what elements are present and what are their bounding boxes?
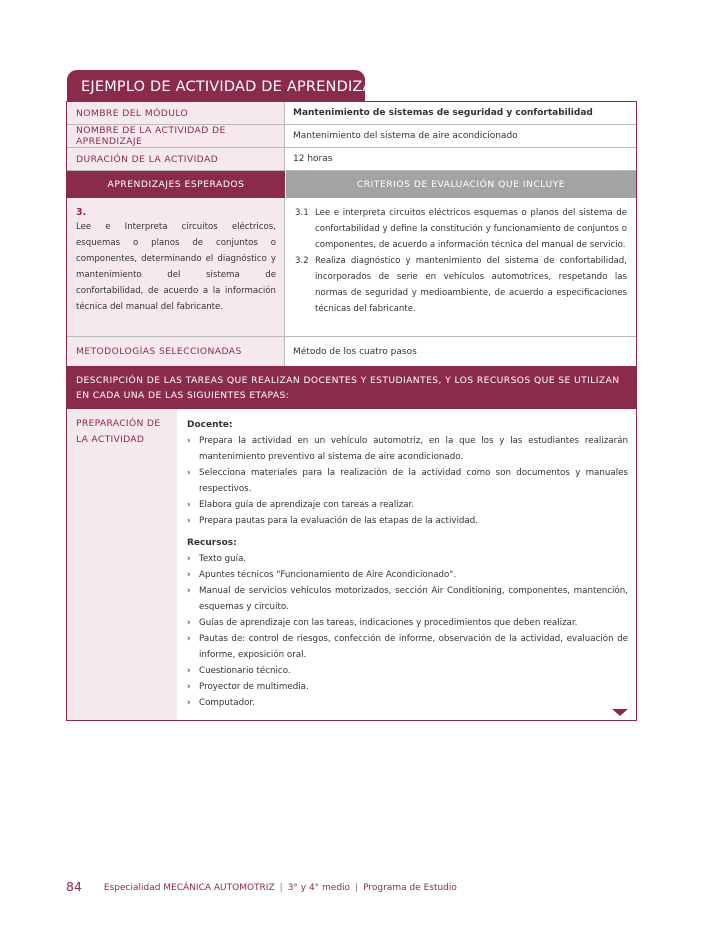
module-row [67,102,636,125]
criterion-number: 3.1 [295,208,309,218]
chevron-right-icon: › [187,500,191,510]
chevron-right-icon: › [187,618,191,628]
footer-program: Programa de Estudio [363,883,457,893]
duration-label: DURACIÓN DE LA ACTIVIDAD [67,148,285,170]
criterion-text: Lee e interpreta circuitos eléctricos esquemas o planos del sistema de confortabilidad y define la constitución y funcionamiento de conjuntos o componentes, de acuerdo a información técnica del manual de servicio. [315,208,627,250]
criterion-number: 3.2 [295,256,309,266]
list-item: › Cuestionario técnico. [187,663,628,679]
page-number: 84 [66,879,82,894]
list-item: › Elabora guía de aprendizaje con tareas a realizar. [187,497,628,513]
aprendizajes-header: APRENDIZAJES ESPERADOS [67,171,285,198]
list-item: › Pautas de: control de riesgos, confección de informe, observación de la actividad, evaluación de informe, exposición oral. [187,631,628,663]
recursos-title: Recursos: [187,538,237,548]
tasks-description-header: DESCRIPCIÓN DE LAS TAREAS QUE REALIZAN DOCENTES Y ESTUDIANTES, Y LOS RECURSOS QUE SE UTILIZAN EN CADA UNA DE LAS SIGUIENTES ETAPAS: [67,366,636,409]
criterion-item [295,205,627,253]
chevron-right-icon: › [187,468,191,478]
criteria-list [286,198,636,336]
section-header-row [67,171,636,198]
methodology-value: Método de los cuatro pasos [293,346,417,357]
preparation-content [177,409,636,720]
list-item: › Proyector de multimedia. [187,679,628,695]
list-item: › Apuntes técnicos "Funcionamiento de Aire Acondicionado". [187,567,628,583]
list-item: › Prepara la actividad en un vehículo automotriz, en la que los y las estudiantes realizarán mantenimiento preventivo al sistema de aire acondicionado. [187,433,628,465]
duration-value: 12 horas [293,154,333,164]
chevron-right-icon: › [187,586,191,596]
activity-title-tab: EJEMPLO DE ACTIVIDAD DE APRENDIZAJE [67,70,365,102]
chevron-right-icon: › [187,554,191,564]
learning-outcome [67,198,285,336]
activity-name-label: NOMBRE DE LA ACTIVIDAD DE APRENDIZAJE [67,125,285,147]
triangle-down-icon [612,709,628,716]
module-label: NOMBRE DEL MÓDULO [67,102,285,124]
activity-table [66,101,637,721]
chevron-right-icon: › [187,666,191,676]
learning-outcome-number: 3. [76,207,87,218]
footer-level: 3° y 4° medio [287,883,351,893]
module-value: Mantenimiento de sistemas de seguridad y confortabilidad [293,108,593,118]
learning-row [67,198,636,337]
criterion-text: Realiza diagnóstico y mantenimiento del sistema de confortabilidad, incorporados de serie en vehículos automotrices, respetando las normas de seguridad y medioambiente, de acuerdo a especificaciones técnicas del fabricante. [315,256,627,314]
footer-specialty: Especialidad MECÁNICA AUTOMOTRIZ [103,883,275,893]
list-item: › Guías de aprendizaje con las tareas, indicaciones y procedimientos que deben realizar. [187,615,628,631]
learning-outcome-text: Lee e Interpreta circuitos eléctricos, esquemas o planos de conjuntos o componentes, determinando el diagnóstico y mantenimiento del sistema de confortabilidad, de acuerdo a la información técnica del manual del fabricante. [76,222,276,312]
criterios-header: CRITERIOS DE EVALUACIÓN QUE INCLUYE [286,171,636,198]
docente-title: Docente: [187,420,233,430]
criterion-item [295,253,627,317]
page-footer [66,879,457,894]
activity-name-row [67,125,636,148]
list-item: › Computador. [187,695,628,711]
methodology-row [67,337,636,366]
chevron-right-icon: › [187,682,191,692]
chevron-right-icon: › [187,634,191,644]
chevron-right-icon: › [187,698,191,708]
footer-separator: | [355,883,359,893]
duration-row [67,148,636,171]
chevron-right-icon: › [187,570,191,580]
list-item: › Texto guía. [187,551,628,567]
methodology-label: METODOLOGÍAS SELECCIONADAS [67,337,285,366]
preparation-label: PREPARACIÓN DE LA ACTIVIDAD [67,409,177,720]
chevron-right-icon: › [187,516,191,526]
chevron-right-icon: › [187,436,191,446]
list-item: › Selecciona materiales para la realización de la actividad como son documentos y manuales respectivos. [187,465,628,497]
list-item: › Manual de servicios vehículos motorizados, sección Air Conditioning, componentes, mantención, esquemas y circuito. [187,583,628,615]
footer-separator: | [279,883,283,893]
list-item: › Prepara pautas para la evaluación de las etapas de la actividad. [187,513,628,529]
activity-name-value: Mantenimiento del sistema de aire acondicionado [293,131,518,141]
